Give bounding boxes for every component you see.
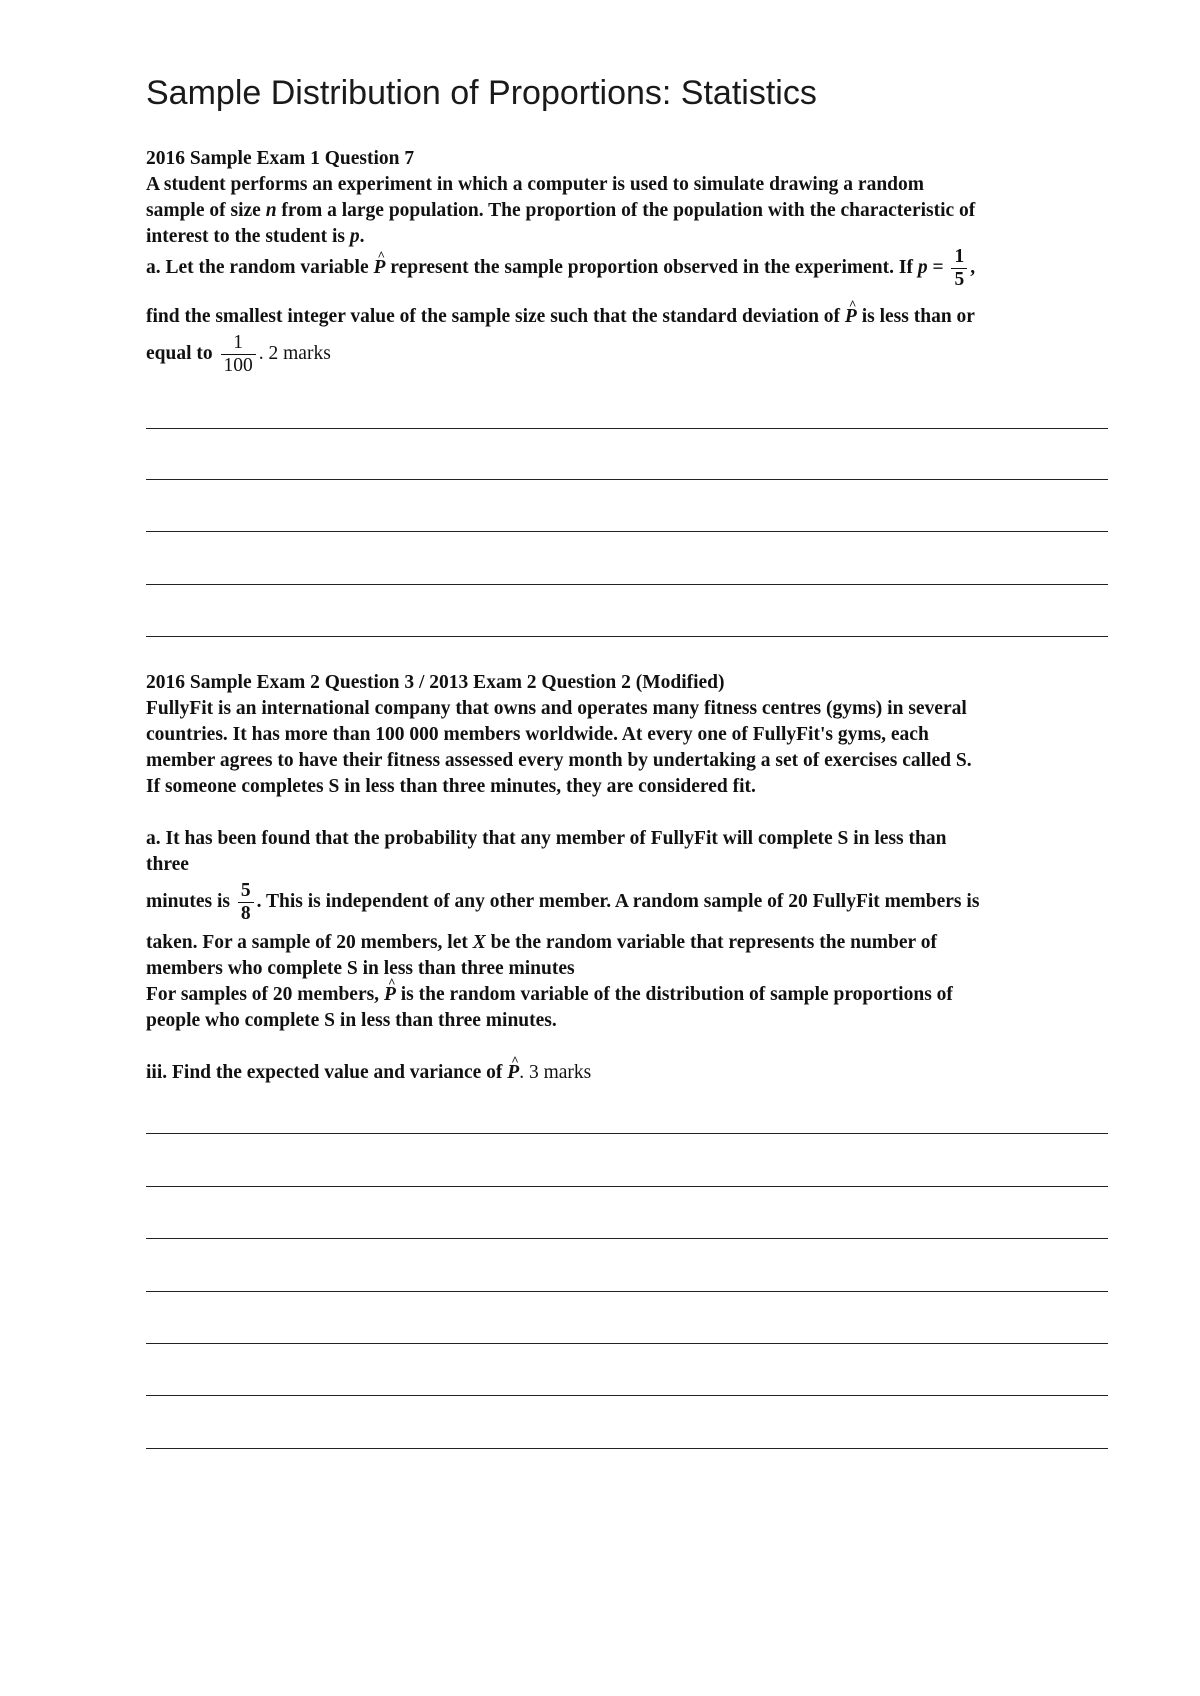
answer-line[interactable] (146, 531, 1108, 532)
q1-intro-line-1: A student performs an experiment in which a computer is used to simulate drawing a random (146, 174, 925, 195)
variable-n: n (265, 200, 277, 221)
fraction-one-fifth (951, 246, 967, 291)
q2-intro-line-4: If someone completes S in less than three minutes, they are considered fit. (146, 776, 756, 797)
text-segment: taken. For a sample of 20 members, let (146, 932, 473, 953)
part-a-label: a. (146, 257, 161, 278)
q2-part-a-line-2: three (146, 854, 189, 875)
q2-intro-line-1: FullyFit is an international company that owns and operates many fitness centres (gyms) in several (146, 698, 967, 719)
q2-part-a-line-4 (146, 930, 1106, 956)
q2-intro-line-2: countries. It has more than 100 000 members worldwide. At every one of FullyFit's gyms, each (146, 724, 929, 745)
text-segment: . This is independent of any other member. A random sample of 20 FullyFit members is (256, 891, 980, 912)
marks-label: . 3 marks (519, 1062, 592, 1083)
answer-line[interactable] (146, 428, 1108, 429)
text-segment: minutes is (146, 891, 235, 912)
answer-line[interactable] (146, 1395, 1108, 1396)
answer-line[interactable] (146, 1448, 1108, 1449)
text-segment: from a large population. The proportion of the population with the characteristic of (276, 200, 976, 221)
answer-line[interactable] (146, 1238, 1108, 1239)
equals-sign: = (927, 257, 949, 278)
answer-line[interactable] (146, 1343, 1108, 1344)
variable-p: p (917, 257, 928, 278)
text-segment: is the random variable of the distribution of sample proportions of (395, 984, 953, 1005)
variable-p-hat: ^ P (507, 1060, 519, 1086)
variable-p-hat: ^ P (845, 304, 857, 330)
marks-label: . 2 marks (258, 343, 331, 364)
text-segment: Let the random variable (160, 257, 374, 278)
text-segment: interest to the student is (146, 226, 350, 247)
fraction-denominator: 8 (240, 903, 251, 925)
answer-line[interactable] (146, 479, 1108, 480)
text-segment: For samples of 20 members, (146, 984, 384, 1005)
text-segment: . (359, 226, 365, 247)
fraction-denominator: 5 (954, 269, 965, 291)
text-segment: equal to (146, 343, 218, 364)
q1-part-a-line-1 (146, 246, 1106, 291)
answer-line[interactable] (146, 1291, 1108, 1292)
text-segment: sample of size (146, 200, 266, 221)
q2-part-a-line-5: members who complete S in less than three minutes (146, 958, 575, 979)
answer-line[interactable] (146, 636, 1108, 637)
text-segment: iii. Find the expected value and variance of (146, 1062, 508, 1083)
variable-p: p (349, 226, 360, 247)
text-segment: is less than or (856, 306, 975, 327)
answer-line[interactable] (146, 1186, 1108, 1187)
q2-heading: 2016 Sample Exam 2 Question 3 / 2013 Exam 2 Question 2 (Modified) (146, 672, 725, 693)
text-segment: represent the sample proportion observed in the experiment. If (385, 257, 918, 278)
q2-part-a-line-6 (146, 982, 1106, 1008)
q2-part-iii (146, 1060, 1106, 1086)
fraction-five-eighths (238, 880, 254, 925)
fraction-denominator: 100 (223, 355, 253, 377)
q1-part-a-line-3 (146, 332, 1106, 377)
text-segment: be the random variable that represents the number of (485, 932, 937, 953)
variable-p-hat: ^ P (384, 982, 396, 1008)
fraction-numerator: 1 (951, 246, 967, 269)
fraction-one-hundredth (221, 332, 256, 377)
fraction-numerator: 5 (238, 880, 254, 903)
fraction-numerator: 1 (221, 332, 256, 355)
q2-part-a-line-7: people who complete S in less than three minutes. (146, 1010, 557, 1031)
comma: , (970, 257, 976, 278)
q2-part-a-line-1: a. It has been found that the probability that any member of FullyFit will complete S in less than (146, 828, 947, 849)
q1-intro-line-2 (146, 198, 1106, 224)
q2-intro-line-3: member agrees to have their fitness assessed every month by undertaking a set of exercises called S. (146, 750, 972, 771)
q2-part-a-line-3 (146, 880, 1106, 925)
q1-heading: 2016 Sample Exam 1 Question 7 (146, 148, 415, 169)
text-segment: find the smallest integer value of the sample size such that the standard deviation of (146, 306, 845, 327)
variable-p-hat: ^ P (373, 246, 385, 290)
q1-part-a-line-2 (146, 304, 1106, 330)
page-title: Sample Distribution of Proportions: Statistics (146, 74, 817, 112)
answer-line[interactable] (146, 584, 1108, 585)
variable-x: X (472, 932, 486, 953)
answer-line[interactable] (146, 1133, 1108, 1134)
